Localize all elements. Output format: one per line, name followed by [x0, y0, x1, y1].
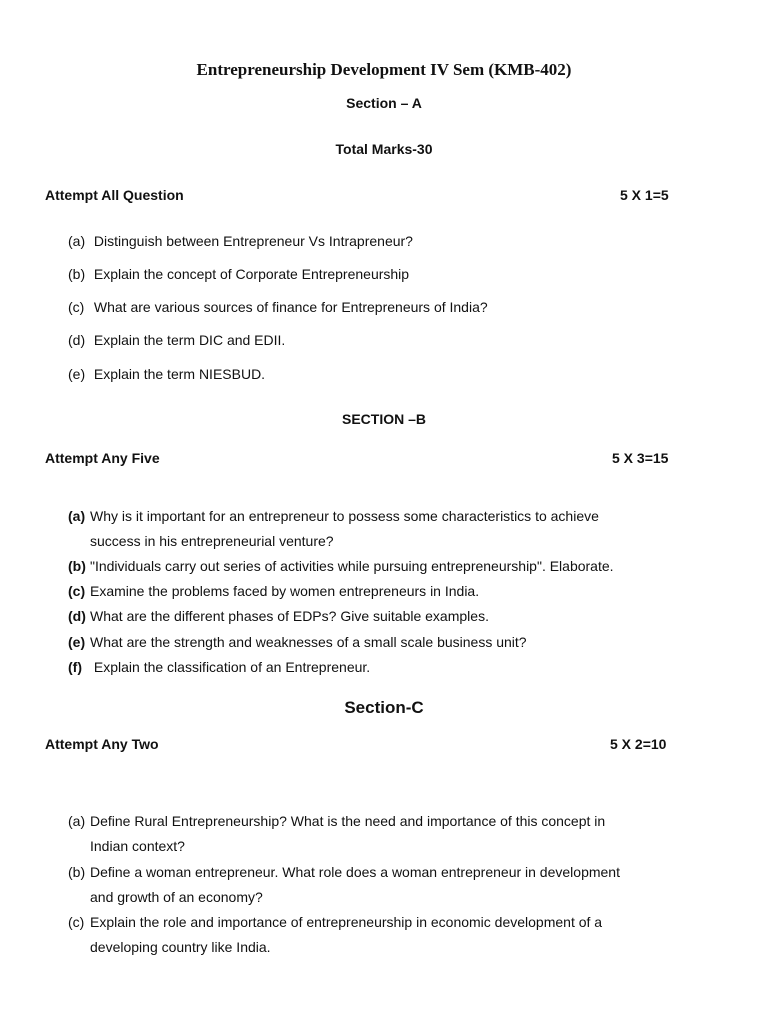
section-c-instruction: Attempt Any Two [45, 736, 159, 752]
question-text: "Individuals carry out series of activities while pursuing entrepreneurship". Elaborate. [90, 558, 614, 574]
section-a-question [68, 229, 718, 254]
question-label: (d) [68, 332, 86, 348]
question-text: What are the different phases of EDPs? Give suitable examples. [90, 608, 489, 624]
section-b-heading: SECTION –B [341, 411, 426, 427]
paper-title: Entrepreneurship Development IV Sem (KMB-402) [196, 60, 572, 79]
section-c-heading: Section-C [344, 698, 424, 717]
section-b-question [68, 630, 718, 655]
question-label: (d) [68, 608, 86, 624]
question-text: What are various sources of finance for Entrepreneurs of India? [93, 299, 488, 315]
section-a-instruction: Attempt All Question [45, 187, 184, 203]
section-a-question [68, 262, 718, 287]
question-label: (b) [68, 266, 86, 282]
total-marks: Total Marks-30 [335, 141, 433, 157]
section-b-question [68, 604, 718, 629]
question-text: Explain the term DIC and EDII. [93, 332, 286, 348]
section-c-marks: 5 X 2=10 [610, 736, 667, 752]
question-label: (f) [68, 659, 82, 675]
question-text: Explain the classification of an Entrepreneur. [90, 659, 371, 675]
question-text: Why is it important for an entrepreneur to possess some characteristics to achieve [90, 508, 599, 524]
section-b-instruction: Attempt Any Five [45, 450, 160, 466]
section-c-question [68, 809, 718, 859]
question-text: Explain the role and importance of entrepreneurship in economic development of a [90, 914, 603, 930]
question-text: Define Rural Entrepreneurship? What is the need and importance of this concept in [90, 813, 606, 829]
question-label: (c) [68, 914, 85, 930]
question-text-continued: developing country like India. [90, 939, 271, 955]
section-a-marks: 5 X 1=5 [620, 187, 669, 203]
question-text-continued: success in his entrepreneurial venture? [90, 533, 334, 549]
section-c-question [68, 860, 718, 910]
question-text: Examine the problems faced by women entrepreneurs in India. [90, 583, 480, 599]
section-b-question [68, 504, 718, 554]
section-b-question [68, 655, 718, 680]
question-label: (c) [68, 583, 86, 599]
question-text-continued: Indian context? [90, 838, 185, 854]
question-text: Explain the term NIESBUD. [93, 366, 266, 382]
question-label: (a) [68, 233, 86, 249]
section-b-marks: 5 X 3=15 [612, 450, 669, 466]
question-text: Distinguish between Entrepreneur Vs Intrapreneur? [93, 233, 413, 249]
question-label: (b) [68, 864, 86, 880]
question-label: (b) [68, 558, 86, 574]
question-label: (a) [68, 813, 86, 829]
section-c-question [68, 910, 718, 960]
question-label: (a) [68, 508, 86, 524]
question-label: (c) [68, 299, 85, 315]
section-a-heading: Section – A [346, 95, 422, 111]
section-b-question [68, 579, 718, 604]
section-a-question [68, 328, 718, 353]
question-text-continued: and growth of an economy? [90, 889, 263, 905]
question-text: Define a woman entrepreneur. What role does a woman entrepreneur in development [90, 864, 620, 880]
question-label: (e) [68, 366, 86, 382]
section-b-question [68, 554, 718, 579]
question-text: What are the strength and weaknesses of a small scale business unit? [90, 634, 527, 650]
section-a-question [68, 362, 718, 387]
section-a-question [68, 295, 718, 320]
question-label: (e) [68, 634, 86, 650]
question-text: Explain the concept of Corporate Entrepreneurship [93, 266, 410, 282]
